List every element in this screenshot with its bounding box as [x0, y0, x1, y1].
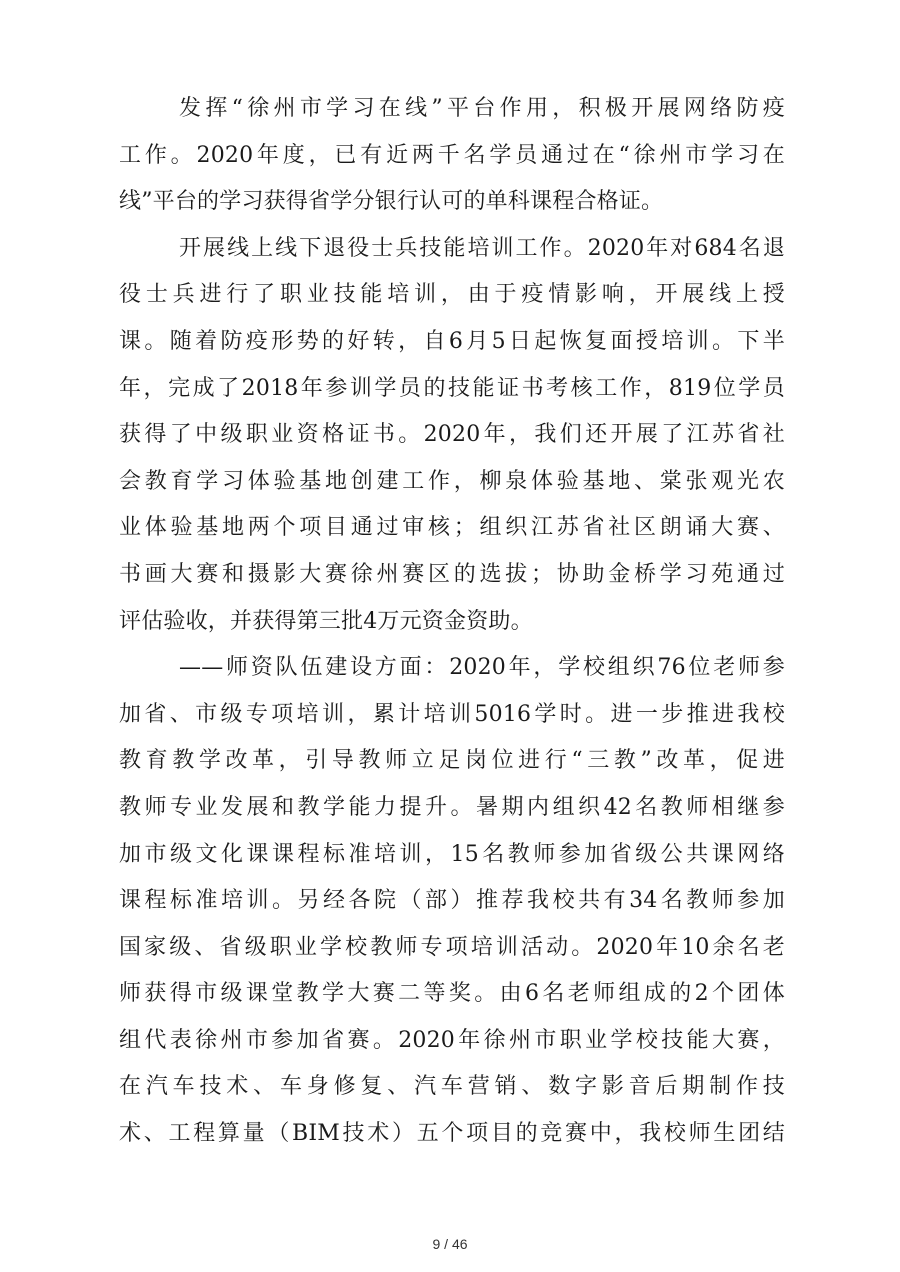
paragraph-2-line-6: 会教育学习体验基地创建工作，柳泉体验基地、棠张观光农 [119, 468, 785, 494]
page-number: 9 / 46 [432, 1236, 468, 1252]
paragraph-3-line-4: 教师专业发展和教学能力提升。暑期内组织42名教师相继参 [119, 794, 785, 820]
paragraph-3-line-2: 加省、市级专项培训，累计培训5016学时。进一步推进我校 [119, 701, 785, 727]
paragraph-3-line-8: 师获得市级课堂教学大赛二等奖。由6名老师组成的2个团体 [119, 981, 785, 1007]
paragraph-2-line-2: 役士兵进行了职业技能培训，由于疫情影响，开展线上授 [119, 282, 785, 308]
paragraph-3-line-11: 术、工程算量（BIM技术）五个项目的竞赛中，我校师生团结 [119, 1121, 785, 1147]
document-body [119, 86, 785, 1158]
paragraph-2-line-3: 课。随着防疫形势的好转，自6月5日起恢复面授培训。下半 [119, 328, 785, 354]
paragraph-3-line-6: 课程标准培训。另经各院（部）推荐我校共有34名教师参加 [119, 888, 785, 914]
paragraph-2-line-9: 评估验收，并获得第三批4万元资金资助。 [119, 608, 533, 634]
paragraph-3-line-7: 国家级、省级职业学校教师专项培训活动。2020年10余名老 [119, 934, 785, 960]
paragraph-2-line-5: 获得了中级职业资格证书。2020年，我们还开展了江苏省社 [119, 422, 785, 448]
paragraph-1-line-2: 工作。2020年度，已有近两千名学员通过在“徐州市学习在 [119, 142, 785, 168]
paragraph-2-line-4: 年，完成了2018年参训学员的技能证书考核工作，819位学员 [119, 375, 785, 401]
paragraph-3-line-5: 加市级文化课课程标准培训，15名教师参加省级公共课网络 [119, 841, 785, 867]
paragraph-2-line-8: 书画大赛和摄影大赛徐州赛区的选拔；协助金桥学习苑通过 [119, 561, 785, 587]
paragraph-1-line-3: 线”平台的学习获得省学分银行认可的单科课程合格证。 [119, 189, 664, 215]
paragraph-1-line-1: 发挥“徐州市学习在线”平台作用，积极开展网络防疫 [179, 96, 785, 121]
paragraph-3-line-3: 教育教学改革，引导教师立足岗位进行“三教”改革，促进 [119, 748, 785, 774]
paragraph-2-line-1: 开展线上线下退役士兵技能培训工作。2020年对684名退 [179, 235, 785, 261]
paragraph-3-line-1: ——师资队伍建设方面：2020年，学校组织76位老师参 [179, 655, 785, 681]
paragraph-2-line-7: 业体验基地两个项目通过审核；组织江苏省社区朗诵大赛、 [119, 515, 785, 541]
paragraph-3-line-10: 在汽车技术、车身修复、汽车营销、数字影音后期制作技 [119, 1074, 785, 1100]
paragraph-3-line-9: 组代表徐州市参加省赛。2020年徐州市职业学校技能大赛， [119, 1027, 785, 1053]
